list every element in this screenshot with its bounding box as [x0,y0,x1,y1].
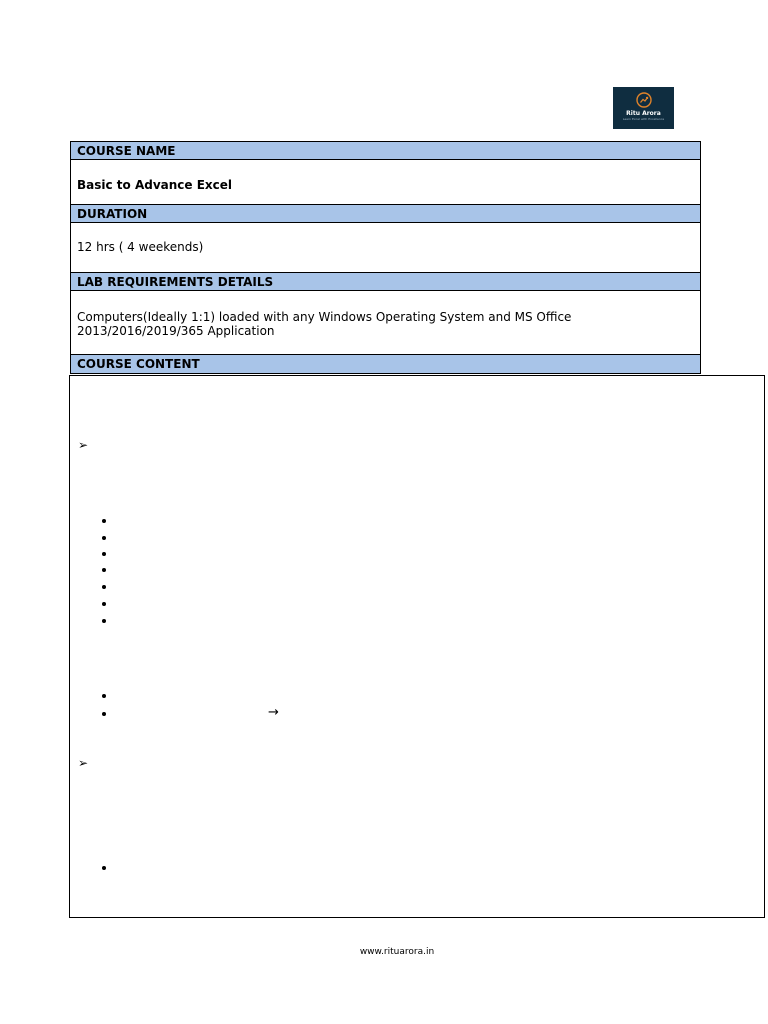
logo-mark-icon [635,91,653,109]
brand-logo [613,87,674,129]
bullet-icon [102,694,106,698]
lab-requirements-value: Computers(Ideally 1:1) loaded with any Windows Operating System and MS Office 2013/2016/2019/365 Application [71,291,700,355]
bullet-icon [102,552,106,556]
lab-requirements-header: LAB REQUIREMENTS DETAILS [71,273,700,291]
bullet-icon [102,585,106,589]
logo-tagline: Learn Excel with Excellence [622,117,665,121]
arrow-bullet-icon: ➢ [78,756,89,770]
course-name-value: Basic to Advance Excel [71,160,700,205]
logo-name: Ritu Arora [626,110,661,117]
bullet-icon [102,568,106,572]
duration-value: 12 hrs ( 4 weekends) [71,223,700,273]
right-arrow-icon: → [268,705,279,720]
footer-website: www.rituarora.in [359,947,435,957]
bullet-icon [102,602,106,606]
course-details-table [70,141,701,374]
course-content-header: COURSE CONTENT [71,355,700,373]
bullet-icon [102,519,106,523]
bullet-icon [102,619,106,623]
bullet-icon [102,866,106,870]
course-content-box [69,375,765,918]
course-name-header: COURSE NAME [71,142,700,160]
duration-header: DURATION [71,205,700,223]
bullet-icon [102,712,106,716]
arrow-bullet-icon: ➢ [78,438,89,452]
bullet-icon [102,536,106,540]
